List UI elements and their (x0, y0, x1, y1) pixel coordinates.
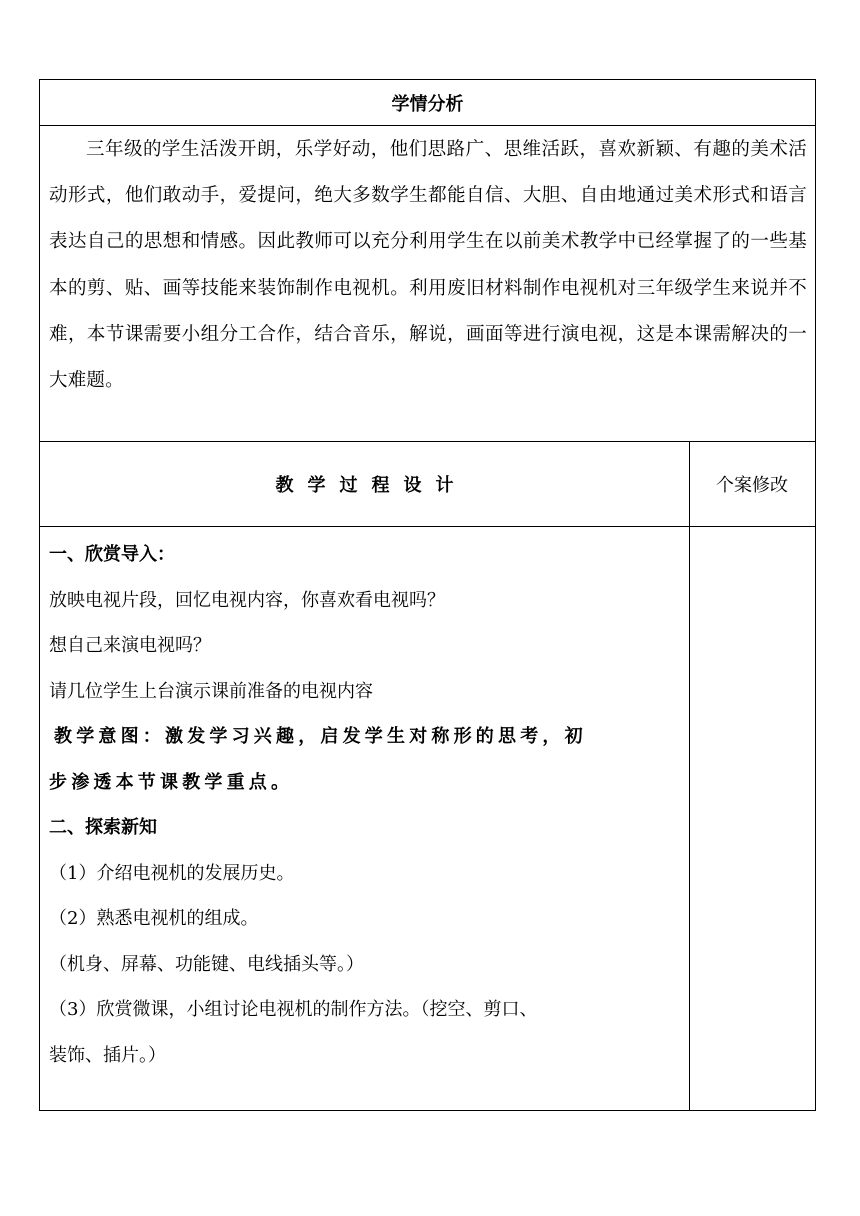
content-line: 请几位学生上台演示课前准备的电视内容 (49, 680, 373, 702)
teaching-intent: 教学意图：激发学习兴趣，启发学生对称形的思考，初 (54, 726, 587, 747)
process-header: 教学过程设计 (275, 474, 468, 496)
content-line: 放映电视片段，回忆电视内容，你喜欢看电视吗？ (49, 589, 445, 611)
row-divider (40, 125, 815, 126)
content-line: （机身、屏幕、功能键、电线插头等。） (49, 953, 364, 975)
teaching-intent: 步渗透本节课教学重点。 (49, 771, 294, 793)
lesson-plan-table (39, 79, 816, 1111)
analysis-title: 学情分析 (391, 93, 464, 115)
content-line: （1）介绍电视机的发展历史。 (49, 862, 295, 884)
revision-header: 个案修改 (716, 474, 788, 496)
analysis-paragraph: 三年级的学生活泼开朗，乐学好动，他们思路广、思维活跃，喜欢新颖、有趣的美术活动形式，他们敢动手，爱提问，绝大多数学生都能自信、大胆、自由地通过美术形式和语言表达自己的思想和情感。因此教师可以充分利用学生在以前美术教学中已经掌握了的一些基本的剪、贴、画等技能来装饰制作电视机。利用废旧材料制作电视机对三年级学生来说并不难，本节课需要小组分工合作，结合音乐，解说，画面等进行演电视，这是本课需解决的一大难题。 (49, 139, 807, 392)
section-heading: 一、欣赏导入： (49, 544, 175, 565)
content-line: （2）熟悉电视机的组成。 (49, 908, 259, 929)
content-line: 想自己来演电视吗？ (49, 635, 211, 656)
content-line: 装饰、插片。） (49, 1044, 166, 1066)
section-heading: 二、探索新知 (49, 817, 157, 838)
process-content (49, 532, 681, 1078)
column-divider (689, 441, 690, 1110)
row-divider (40, 526, 815, 527)
content-line: （3）欣赏微课，小组讨论电视机的制作方法。（挖空、剪口、 (49, 999, 538, 1020)
